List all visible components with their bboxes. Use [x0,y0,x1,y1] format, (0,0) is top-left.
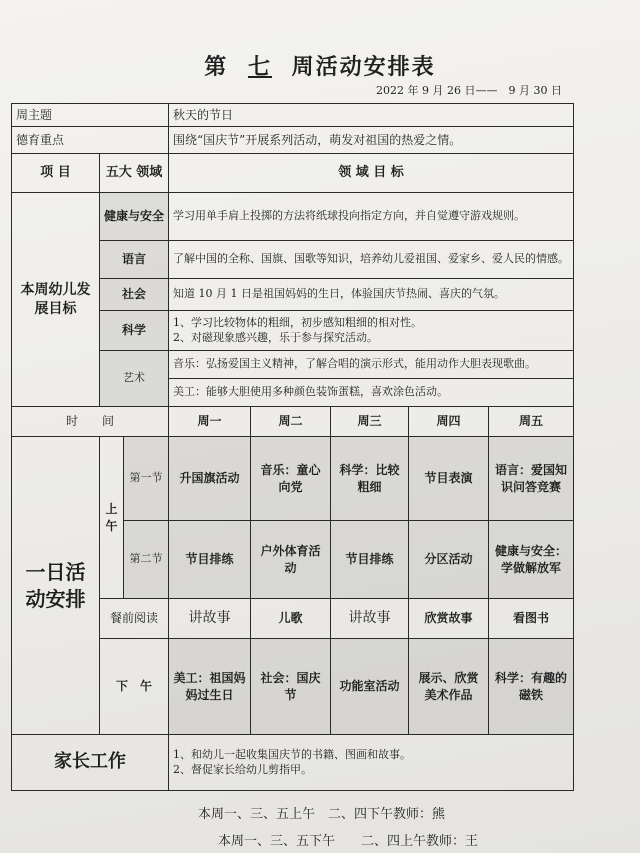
day-thu: 周四 [409,407,489,437]
p1-thu: 节目表演 [409,437,489,521]
time-label: 时 间 [12,407,169,437]
goal-health: 学习用单手肩上投掷的方法将纸球投向指定方向，并自觉遵守游戏规则。 [169,193,574,241]
header-five-domains: 五大 领域 [100,154,169,193]
development-goals-label: 本周幼儿发展目标 [12,193,100,407]
reading-thu: 欣赏故事 [409,599,489,639]
header-item: 项 目 [12,154,100,193]
domain-social: 社会 [100,279,169,311]
reading-mon: 讲故事 [169,599,251,639]
daily-schedule-label: 一日活动安排 [12,437,100,735]
domain-health: 健康与安全 [100,193,169,241]
domain-art: 艺术 [100,351,169,407]
reading-wed: 讲故事 [331,599,409,639]
domain-language: 语言 [100,241,169,279]
header-domain-goal: 领 域 目 标 [169,154,574,193]
title-week: 七 [247,55,272,80]
day-mon: 周一 [169,407,251,437]
pm-mon: 美工：祖国妈妈过生日 [169,639,251,735]
day-fri: 周五 [489,407,574,437]
p1-wed: 科学：比较粗细 [331,437,409,521]
teacher-line-1: 本周一、三、五上午 二、四下午教师：熊 [198,807,446,822]
p2-wed: 节目排练 [331,521,409,599]
parents-work-items [169,735,574,791]
morning-label: 上午 [100,437,124,599]
activity-table [11,103,574,791]
page-title [0,50,640,81]
p1-mon: 升国旗活动 [169,437,251,521]
p2-fri: 健康与安全：学做解放军 [489,521,574,599]
theme-label: 周主题 [12,104,169,127]
moral-label: 德育重点 [12,127,169,154]
parents-work-label: 家长工作 [12,735,169,791]
day-tue: 周二 [251,407,331,437]
parents-item-2: 2、督促家长给幼儿剪指甲。 [173,762,313,776]
goal-science: 1、学习比较物体的粗细，初步感知粗细的相对性。 2、对磁现象感兴趣，乐于参与探究活动。 [169,311,574,351]
period-2-label: 第二节 [124,521,169,599]
pm-wed: 功能室活动 [331,639,409,735]
reading-tue: 儿歌 [251,599,331,639]
goal-art-craft: 美工：能够大胆使用多种颜色装饰蛋糕，喜欢涂色活动。 [169,379,574,407]
date-range: 2022 年 9 月 26 日—— 9 月 30 日 [376,84,562,97]
title-prefix: 第 [204,55,229,80]
title-suffix: 周活动安排表 [291,55,436,80]
period-1-label: 第一节 [124,437,169,521]
p1-tue: 音乐：童心向党 [251,437,331,521]
pm-fri: 科学：有趣的磁铁 [489,639,574,735]
goal-language: 了解中国的全称、国旗、国歌等知识，培养幼儿爱祖国、爱家乡、爱人民的情感。 [169,241,574,279]
day-wed: 周三 [331,407,409,437]
pm-tue: 社会：国庆节 [251,639,331,735]
afternoon-label: 下 午 [100,639,169,735]
pm-thu: 展示、欣赏美术作品 [409,639,489,735]
theme-value: 秋天的节日 [169,104,574,127]
goal-art-music: 音乐：弘扬爱国主义精神，了解合唱的演示形式，能用动作大胆表现歌曲。 [169,351,574,379]
reading-fri: 看图书 [489,599,574,639]
reading-label: 餐前阅读 [100,599,169,639]
domain-science: 科学 [100,311,169,351]
p2-thu: 分区活动 [409,521,489,599]
teacher-line-2: 本周一、三、五下午 二、四上午教师：王 [218,834,479,849]
parents-item-1: 1、和幼儿一起收集国庆节的书籍、图画和故事。 [173,747,412,761]
p2-tue: 户外体育活动 [251,521,331,599]
goal-social: 知道 10 月 1 日是祖国妈妈的生日，体验国庆节热闹、喜庆的气氛。 [169,279,574,311]
p1-fri: 语言：爱国知识问答竞赛 [489,437,574,521]
moral-value: 围绕“国庆节”开展系列活动，萌发对祖国的热爱之情。 [169,127,574,154]
p2-mon: 节目排练 [169,521,251,599]
